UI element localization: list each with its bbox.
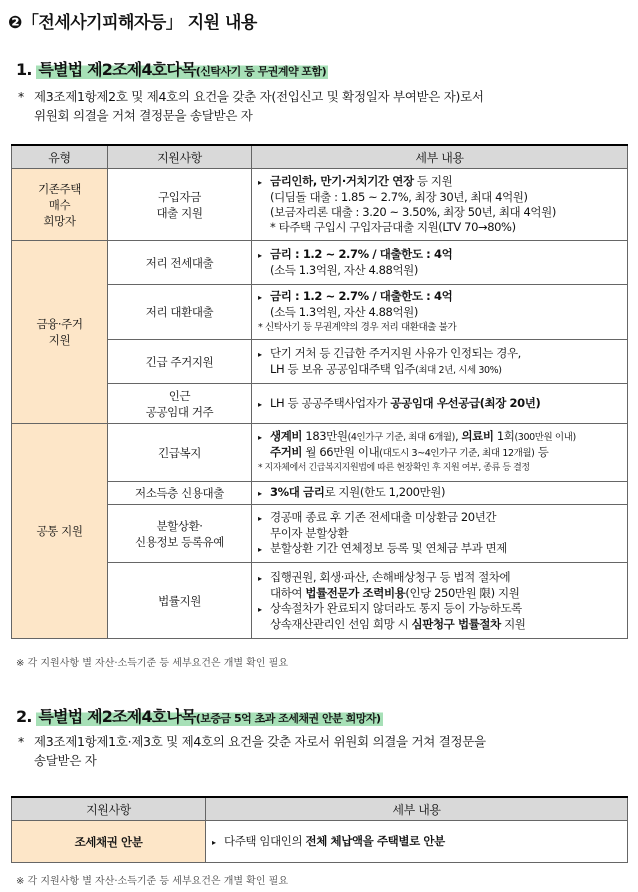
triangle-right-icon: ▸ bbox=[258, 604, 262, 614]
section-2-desc-line2: 송달받은 자 bbox=[34, 753, 97, 768]
item-public-rental: 인근 공공임대 거주 bbox=[108, 384, 252, 424]
detail-purchase-loan: ▸ 금리인하, 만기·거치기간 연장 등 지원 (디딤돌 대출 : 1.85 ~ 2.7%, 최장 30년, 최대 4억원) (보금자리론 대출 : 3.20 ~ 3.50%, 최장 50년, 최대 4억원) * 타주택 구입시 구입자금대출 지원(LTV 70→80%) bbox=[252, 169, 628, 241]
header-item: 지원사항 bbox=[12, 797, 206, 821]
triangle-right-icon: ▸ bbox=[258, 251, 262, 260]
support-table-1 bbox=[11, 144, 628, 639]
detail-public-rental: ▸ LH 등 공공주택사업자가 공공임대 우선공급(최장 20년) bbox=[252, 384, 628, 424]
detail-tax-allocation: ▸ 다주택 임대인의 전체 체납액을 주택별로 안분 bbox=[206, 821, 628, 863]
section-1-title: 특별법 제2조제4호다목 bbox=[38, 60, 196, 79]
table-row bbox=[12, 241, 628, 285]
item-tax-allocation: 조세채권 안분 bbox=[12, 821, 206, 863]
item-installment: 분할상환· 신용정보 등록유예 bbox=[108, 505, 252, 563]
detail-credit-loan: ▸ 3%대 금리로 지원(한도 1,200만원) bbox=[252, 482, 628, 505]
header-detail: 세부 내용 bbox=[252, 145, 628, 169]
item-credit-loan: 저소득층 신용대출 bbox=[108, 482, 252, 505]
section-1-description bbox=[18, 87, 628, 125]
item-purchase-loan: 구입자금 대출 지원 bbox=[108, 169, 252, 241]
detail-jeonse-loan: ▸ 금리 : 1.2 ~ 2.7% / 대출한도 : 4억 (소득 1.3억원, 자산 4.88억원) bbox=[252, 241, 628, 285]
asterisk-icon: * bbox=[18, 734, 24, 749]
triangle-right-icon: ▸ bbox=[258, 433, 262, 442]
item-jeonse-loan: 저리 전세대출 bbox=[108, 241, 252, 285]
item-emergency-welfare: 긴급복지 bbox=[108, 424, 252, 482]
detail-installment: ▸ 경공매 종료 후 기존 전세대출 미상환금 20년간 무이자 분할상환 ▸ 분할상환 기간 연체정보 등록 및 연체금 부과 면제 bbox=[252, 505, 628, 563]
triangle-right-icon: ▸ bbox=[258, 399, 262, 409]
section-1-desc-line1: 제3조제1항제2호 및 제4호의 요건을 갖춘 자(전입신고 및 확정일자 부여받은 자)로서 bbox=[34, 89, 484, 104]
table-header-row bbox=[12, 145, 628, 169]
header-type: 유형 bbox=[12, 145, 108, 169]
detail-legal-support: ▸ 집행권원, 회생·파산, 손해배상청구 등 법적 절차에 대하여 법률전문가 조력비용(인당 250만원 限) 지원 ▸ 상속절차가 완료되지 않더라도 통지 등이 가능하도록 상속재산관리인 선임 희망 시 심판청구 법률절차 지원 bbox=[252, 563, 628, 639]
header-item: 지원사항 bbox=[108, 145, 252, 169]
header-detail: 세부 내용 bbox=[206, 797, 628, 821]
detail-refinance-loan: ▸ 금리 : 1.2 ~ 2.7% / 대출한도 : 4억 (소득 1.3억원, 자산 4.88억원) * 신탁사기 등 무권계약의 경우 저리 대환대출 불가 bbox=[252, 285, 628, 340]
section-1-number: 1. bbox=[16, 60, 32, 79]
section-2-number: 2. bbox=[16, 707, 32, 726]
triangle-right-icon: ▸ bbox=[258, 178, 262, 187]
triangle-right-icon: ▸ bbox=[258, 349, 262, 359]
detail-emergency-welfare: ▸ 생계비 183만원(4인가구 기준, 최대 6개월), 의료비 1회(300만원 이내) 주거비 월 66만원 이내(대도시 3~4인가구 기준, 최대 12개월) 등 * 지자체에서 긴급복지지원법에 따른 현장확인 후 지원 여부, 종류 등 결정 bbox=[252, 424, 628, 482]
section-2-desc-line1: 제3조제1항제1호·제3호 및 제4호의 요건을 갖춘 자로서 위원회 의결을 거쳐 결정문을 bbox=[34, 734, 486, 749]
table-row bbox=[12, 169, 628, 241]
triangle-right-icon: ▸ bbox=[258, 545, 262, 554]
document-title: ❷「전세사기피해자등」 지원 내용 bbox=[8, 13, 257, 33]
category-common: 공통 지원 bbox=[12, 424, 108, 639]
item-emergency-housing: 긴급 주거지원 bbox=[108, 340, 252, 384]
support-table-2 bbox=[11, 796, 628, 863]
item-refinance-loan: 저리 대환대출 bbox=[108, 285, 252, 340]
section-1-heading bbox=[16, 57, 328, 80]
category-finance-housing: 금융·주거 지원 bbox=[12, 241, 108, 424]
section-2-heading bbox=[16, 704, 383, 727]
detail-emergency-housing: ▸ 단기 거처 등 긴급한 주거지원 사유가 인정되는 경우, LH 등 보유 공공임대주택 입주(최대 2년, 시세 30%) bbox=[252, 340, 628, 384]
table-header-row bbox=[12, 797, 628, 821]
section-2-subtitle: (보증금 5억 초과 조세채권 안분 희망자) bbox=[195, 712, 381, 725]
triangle-right-icon: ▸ bbox=[258, 514, 262, 523]
triangle-right-icon: ▸ bbox=[258, 293, 262, 302]
section-2-description bbox=[18, 732, 628, 770]
triangle-right-icon: ▸ bbox=[258, 489, 262, 498]
category-housing-purchase: 기존주택 매수 희망자 bbox=[12, 169, 108, 241]
footnote-2: ※ 각 지원사항 별 자산·소득기준 등 세부요건은 개별 확인 필요 bbox=[16, 876, 289, 887]
table-row bbox=[12, 424, 628, 482]
section-1-subtitle: (신탁사기 등 무권계약 포함) bbox=[195, 65, 327, 78]
asterisk-icon: * bbox=[18, 89, 24, 104]
item-legal-support: 법률지원 bbox=[108, 563, 252, 639]
triangle-right-icon: ▸ bbox=[258, 573, 262, 583]
table-row bbox=[12, 821, 628, 863]
footnote-1: ※ 각 지원사항 별 자산·소득기준 등 세부요건은 개별 확인 필요 bbox=[16, 658, 289, 669]
triangle-right-icon: ▸ bbox=[212, 837, 216, 847]
section-1-desc-line2: 위원회 의결을 거쳐 결정문을 송달받은 자 bbox=[34, 108, 253, 123]
section-2-title: 특별법 제2조제4호나목 bbox=[38, 707, 196, 726]
